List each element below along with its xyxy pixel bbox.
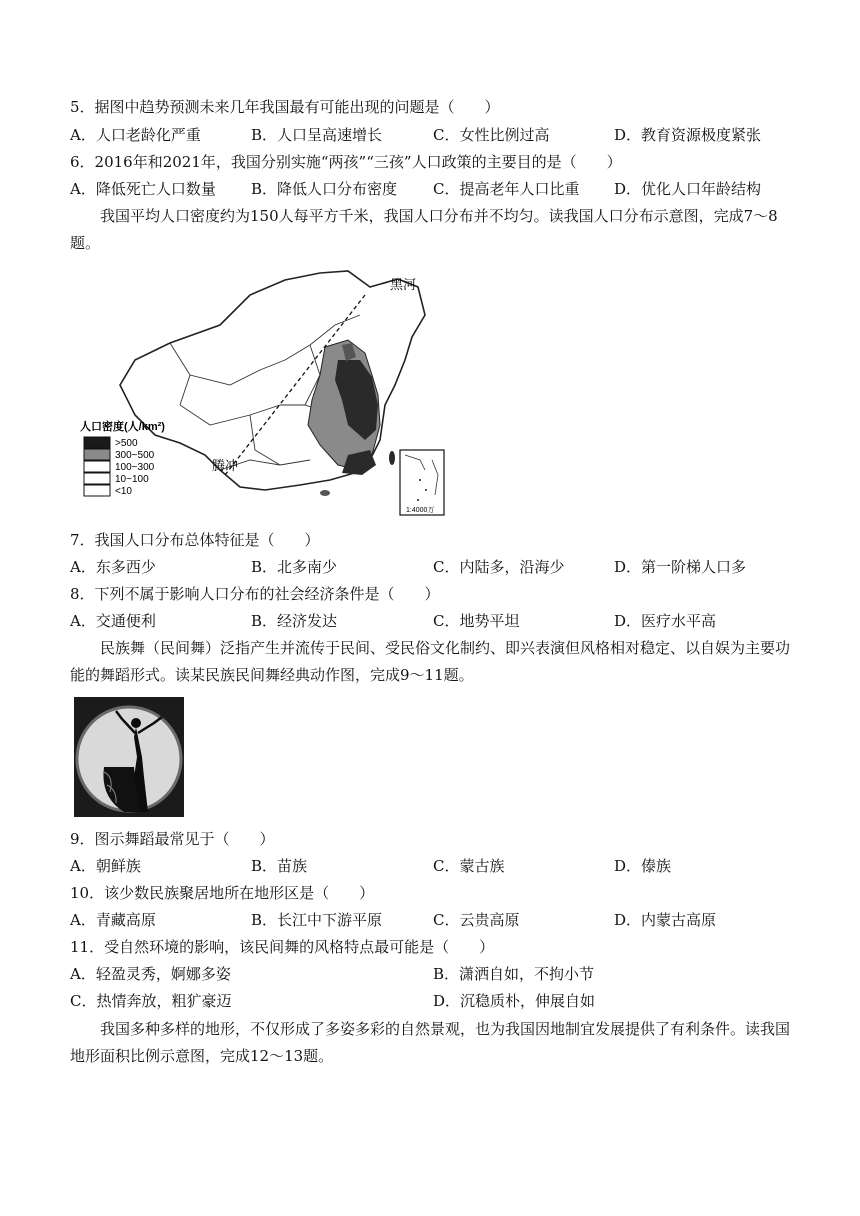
q11-option-b: B．潇洒自如，不拘小节 — [433, 965, 595, 983]
q8-option-c: C．地势平坦 — [433, 612, 520, 630]
q5-option-c: C．女性比例过高 — [433, 126, 550, 144]
q8-option-a: A．交通便利 — [70, 612, 156, 630]
q7-option-b: B．北多南少 — [251, 558, 338, 576]
inset-scale: 1:4000万 — [406, 507, 435, 514]
legend-item-3: 100~300 — [115, 462, 155, 473]
q6-stem: 6．2016年和2021年，我国分别实施“两孩”“三孩”人口政策的主要目的是（ ） — [70, 153, 622, 171]
q9-option-a: A．朝鲜族 — [70, 857, 141, 875]
q10-option-a: A．青藏高原 — [70, 911, 156, 929]
q9-option-b: B．苗族 — [251, 857, 308, 875]
q10-stem: 10．该少数民族聚居地所在地形区是（ ） — [70, 884, 375, 902]
passage-folk-dance: 民族舞（民间舞）泛指产生并流传于民间、受民俗文化制约、即兴表演但风格相对稳定、以自娱为主要功能的舞蹈形式。读某民族民间舞经典动作图，完成9～11题。 — [70, 639, 791, 684]
q7-stem: 7．我国人口分布总体特征是（ ） — [70, 531, 320, 549]
passage-population-density: 我国平均人口密度约为150人每平方千米，我国人口分布并不均匀。读我国人口分布示意图，完成7～8题。 — [70, 207, 778, 252]
q6-option-b: B．降低人口分布密度 — [251, 180, 398, 198]
china-population-map — [80, 265, 450, 520]
q6-option-d: D．优化人口年龄结构 — [614, 180, 762, 198]
q10-option-d: D．内蒙古高原 — [614, 911, 717, 929]
q11-option-c: C．热情奔放，粗犷豪迈 — [70, 992, 232, 1010]
q8-option-b: B．经济发达 — [251, 612, 338, 630]
q9-stem: 9．图示舞蹈最常见于（ ） — [70, 830, 275, 848]
legend-item-5: <10 — [115, 486, 132, 497]
q10-option-b: B．长江中下游平原 — [251, 911, 383, 929]
q8-option-d: D．医疗水平高 — [614, 612, 717, 630]
q7-option-c: C．内陆多，沿海少 — [433, 558, 565, 576]
label-heihe: 黑河 — [390, 277, 417, 292]
folk-dance-photo — [74, 697, 184, 817]
q5-option-d: D．教育资源极度紧张 — [614, 126, 762, 144]
legend-item-1: >500 — [115, 438, 138, 449]
q11-stem: 11．受自然环境的影响，该民间舞的风格特点最可能是（ ） — [70, 938, 495, 956]
legend-title: 人口密度(人/km²) — [80, 421, 165, 433]
q5-stem: 5．据图中趋势预测未来几年我国最有可能出现的问题是（ ） — [70, 98, 500, 116]
q10-option-c: C．云贵高原 — [433, 911, 520, 929]
legend-item-2: 300~500 — [115, 450, 155, 461]
q6-option-c: C．提高老年人口比重 — [433, 180, 580, 198]
q5-option-b: B．人口呈高速增长 — [251, 126, 383, 144]
label-tengchong: 腾冲 — [212, 458, 239, 473]
q6-option-a: A．降低死亡人口数量 — [70, 180, 216, 198]
q7-option-d: D．第一阶梯人口多 — [614, 558, 747, 576]
q11-option-a: A．轻盈灵秀，婀娜多姿 — [70, 965, 231, 983]
q8-stem: 8．下列不属于影响人口分布的社会经济条件是（ ） — [70, 585, 440, 603]
q5-option-a: A．人口老龄化严重 — [70, 126, 201, 144]
q7-option-a: A．东多西少 — [70, 558, 156, 576]
q9-option-d: D．傣族 — [614, 857, 672, 875]
passage-landforms: 我国多种多样的地形，不仅形成了多姿多彩的自然景观，也为我国因地制宜发展提供了有利条件。读我国地形面积比例示意图，完成12～13题。 — [70, 1020, 791, 1065]
q11-option-d: D．沉稳质朴，伸展自如 — [433, 992, 596, 1010]
legend-item-4: 10~100 — [115, 474, 149, 485]
q9-option-c: C．蒙古族 — [433, 857, 505, 875]
